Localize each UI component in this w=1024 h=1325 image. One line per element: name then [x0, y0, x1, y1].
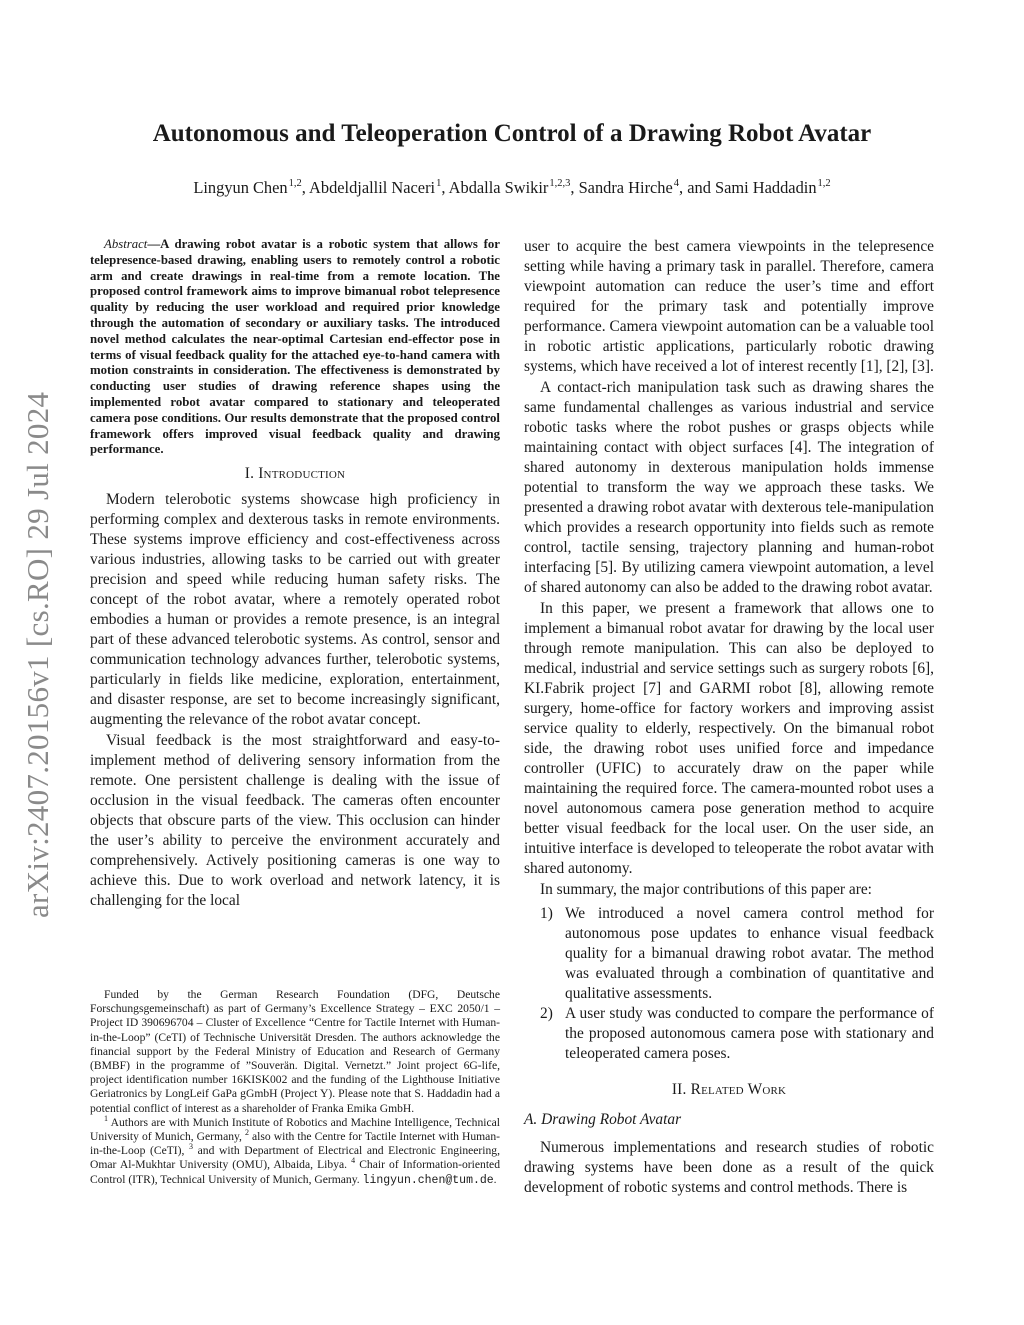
subsection-title: Drawing Robot Avatar — [541, 1111, 682, 1128]
author-affiliation: 1,2 — [288, 178, 302, 189]
author-separator: , — [441, 178, 449, 197]
abstract: Abstract—A drawing robot avatar is a robotic system that allows for telepresence-based drawing, enabling users to remotely control a robotic arm and create drawings in real-time from a remote location. The proposed control framework aims to improve bimanual robot telepresence quality by reducing the user workload and required prior knowledge through the automation of secondary or auxiliary tasks. The introduced novel method calculates the near-optimal Cartesian end-effector pose in terms of visual feedback quality for the attached eye-to-hand camera with motion constraints in consideration. The effectiveness is demonstrated by conducting user studies of drawing reference shapes using the implemented robot avatar compared to stationary and teleoperated camera pose conditions. Our results demonstrate that the proposed control framework offers improved visual feedback quality and drawing performance. — [90, 237, 500, 457]
body-paragraph: Numerous implementations and research studies of robotic drawing systems have been done as a result of the quick development of robotic systems and control methods. There is — [524, 1139, 934, 1196]
footnote-mark: 4 — [351, 1156, 356, 1166]
body-paragraph: A contact-rich manipulation task such as drawing shares the same fundamental challenges as various industrial and service robotic tasks where the robot pushes or grasps objects while maintaining contact with object surfaces [4]. The integration of shared autonomy in dexterous manipulation holds immense potential to transform the way we approach these tasks. We presented a drawing robot avatar with dexterous tele-manipulation which provides a research opportunity into fields such as remote control, tactile sensing, trajectory planning and human-robot interfacing [5]. By utilizing camera viewpoint automation, a level of shared autonomy can also be added to the drawing robot avatar. — [524, 379, 934, 596]
abstract-label: Abstract — [104, 237, 148, 251]
footnote-text: Chair of Information-oriented Control (ITR), Technical University of Munich, Germany. — [90, 1158, 500, 1186]
author-separator: , and — [679, 178, 715, 197]
subsection-heading — [524, 1110, 934, 1130]
footnote-mark: 3 — [189, 1142, 194, 1152]
list-item — [524, 904, 934, 1004]
author-name: Abdalla Swikir — [448, 178, 549, 197]
footnote-text: also with the Centre for Tactile Internet with Human-in-the-Loop (CeTI), — [90, 1130, 500, 1158]
abstract-text: A drawing robot avatar is a robotic system that allows for telepresence-based drawing, enabling users to remotely control a robotic arm and create drawings in real-time from a remote location. The proposed control framework aims to improve bimanual robot telepresence quality by reducing the user workload and required prior knowledge through the automation of secondary or auxiliary tasks. The introduced novel method calculates the near-optimal Cartesian end-effector pose in terms of visual feedback quality for the attached eye-to-hand camera with motion constraints in consideration. The effectiveness is demonstrated by conducting user studies of drawing reference shapes using the implemented robot avatar compared to stationary and teleoperated camera pose conditions. Our results demonstrate that the proposed control framework offers improved visual feedback quality and drawing performance. — [90, 237, 500, 457]
author-separator: , — [301, 178, 310, 197]
footnote-end: . — [493, 1172, 497, 1186]
section-title: Related Work — [690, 1081, 787, 1098]
body-paragraph: Modern telerobotic systems showcase high proficiency in performing complex and dexterous tasks in remote environments. These systems improve efficiency and cost-effectiveness across various industries, allowing tasks to be carried out with greater precision and speed while reducing human safety risks. The concept of the robot avatar, where a remotely operated robot embodies a human or provides a remote presence, is an integral part of these advanced telerobotic systems. As control, sensor and communication technology advances further, telerobotic systems, particularly in fields like medicine, exploration, entertainment, and disaster response, are set to become increasingly significant, augmenting the relevance of the robot avatar concept. — [90, 491, 500, 729]
right-column — [524, 237, 934, 1199]
author-list — [90, 177, 934, 199]
list-marker: 2) — [540, 1005, 553, 1022]
contribution-list — [524, 904, 934, 1064]
author-affiliation: 4 — [673, 178, 680, 189]
list-item-text: A user study was conducted to compare the performance of the proposed autonomous camera pose with stationary and teleoperated camera poses. — [565, 1005, 934, 1062]
section-heading-introduction — [90, 464, 500, 484]
funding-footnote: Funded by the German Research Foundation (DFG, Deutsche Forschungsgemeinschaft) as part of Germany’s Excellence Strategy – EXC 2050/1 – Project ID 390696704 – Cluster of Excellence “Centre for Tactile Internet with Human-in-the-Loop” (CeTI) of Technische Universität Dresden. The authors acknowledge the financial support by the Federal Ministry of Education and Research of Germany (BMBF) in the programme of ”Souverän. Digital. Vernetzt.” Joint project 6G-life, project identification number 16KISK002 and the funding of the Lighthouse Initiative Geriatronics by LongLeif GaPa gGmbH (Project Y). Please note that S. Haddadin had a potential conflict of interest as a shareholder of Franka Emika GmbH. — [90, 988, 500, 1115]
paper-title: Autonomous and Teleoperation Control of a Drawing Robot Avatar — [152, 120, 872, 147]
footnote-mark: 1 — [104, 1113, 108, 1123]
footnote-text: and with Department of Electrical and Electronic Engineering, Omar Al-Mukhtar University (OMU), Albaida, Libya. — [90, 1144, 500, 1172]
author-name: Sami Haddadin — [715, 178, 817, 197]
author-affiliation: 1,2,3 — [549, 178, 571, 189]
body-paragraph: Visual feedback is the most straightforward and easy-to-implement method of delivering sensory information from the remote. One persistent challenge is dealing with the issue of occlusion in the visual feedback. The cameras often encounter objects that obscure parts of the view. This occlusion can hinder the user’s ability to perceive the environment accurately and comprehensively. Actively positioning cameras is one way to achieve this. Due to work overload and network latency, it is challenging for the local — [90, 732, 500, 910]
footnote-text: Authors are with Munich Institute of Robotics and Machine Intelligence, Technical University of Munich, Germany, — [90, 1115, 500, 1144]
subsection-label: A. — [524, 1111, 538, 1128]
author-affiliation: 1,2 — [817, 178, 831, 189]
author-name: Sandra Hirche — [578, 178, 673, 197]
contact-email[interactable]: lingyun.chen@tum.de — [362, 1173, 494, 1187]
body-paragraph-continuation: user to acquire the best camera viewpoints in the telepresence setting while having a primary task in parallel. Therefore, camera viewpoint automation can reduce the user’s time and effort required for the primary task and potentially improve performance. Camera viewpoint automation can be a valuable tool in robotic artistic applications, particularly robotic drawing systems, which have received a lot of interest recently [1], [2], [3]. — [524, 238, 934, 375]
section-numeral: I. — [244, 465, 255, 483]
body-paragraph: In this paper, we present a framework that allows one to implement a bimanual robot avatar for drawing by the local user through remote manipulation. This can also be deployed to medical, industrial and service settings such as surgery robots [6], KI.Fabrik project [7] and GARMI robot [8], allowing remote surgery, home-office for factory workers and improving assist service quality to elderly, respectively. On the bimanual robot side, the drawing robot uses unified force and impedance controller (UFIC) to accurately draw on the paper while maintaining the required force. The camera-mounted robot uses a novel autonomous camera pose generation method to acquire better visual feedback for the local user. On the user side, an intuitive interface is developed to teleoperate the robot avatar with shared autonomy. — [524, 600, 934, 877]
author-separator: , — [570, 178, 579, 197]
list-marker: 1) — [540, 905, 553, 922]
left-column — [90, 237, 500, 912]
author-name: Abdeldjallil Naceri — [309, 178, 436, 197]
affiliation-footnote — [90, 1113, 500, 1188]
author-name: Lingyun Chen — [193, 178, 288, 197]
section-title: Introduction — [258, 465, 346, 483]
section-heading-related-work — [524, 1080, 934, 1100]
footnotes — [90, 988, 500, 1188]
author-affiliation: 1 — [436, 178, 442, 189]
footnote-mark: 2 — [244, 1128, 249, 1138]
arxiv-identifier: arXiv:2407.20156v1 [cs.RO] 29 Jul 2024 — [20, 391, 55, 919]
section-numeral: II. — [671, 1081, 687, 1098]
list-item-text: We introduced a novel camera control method for autonomous pose updates to enhance visual feedback quality for a bimanual drawing robot avatar. The method was evaluated through a combination of quantitative and qualitative assessments. — [565, 905, 934, 1002]
body-paragraph: In summary, the major contributions of this paper are: — [540, 881, 872, 898]
list-item — [524, 1004, 934, 1064]
